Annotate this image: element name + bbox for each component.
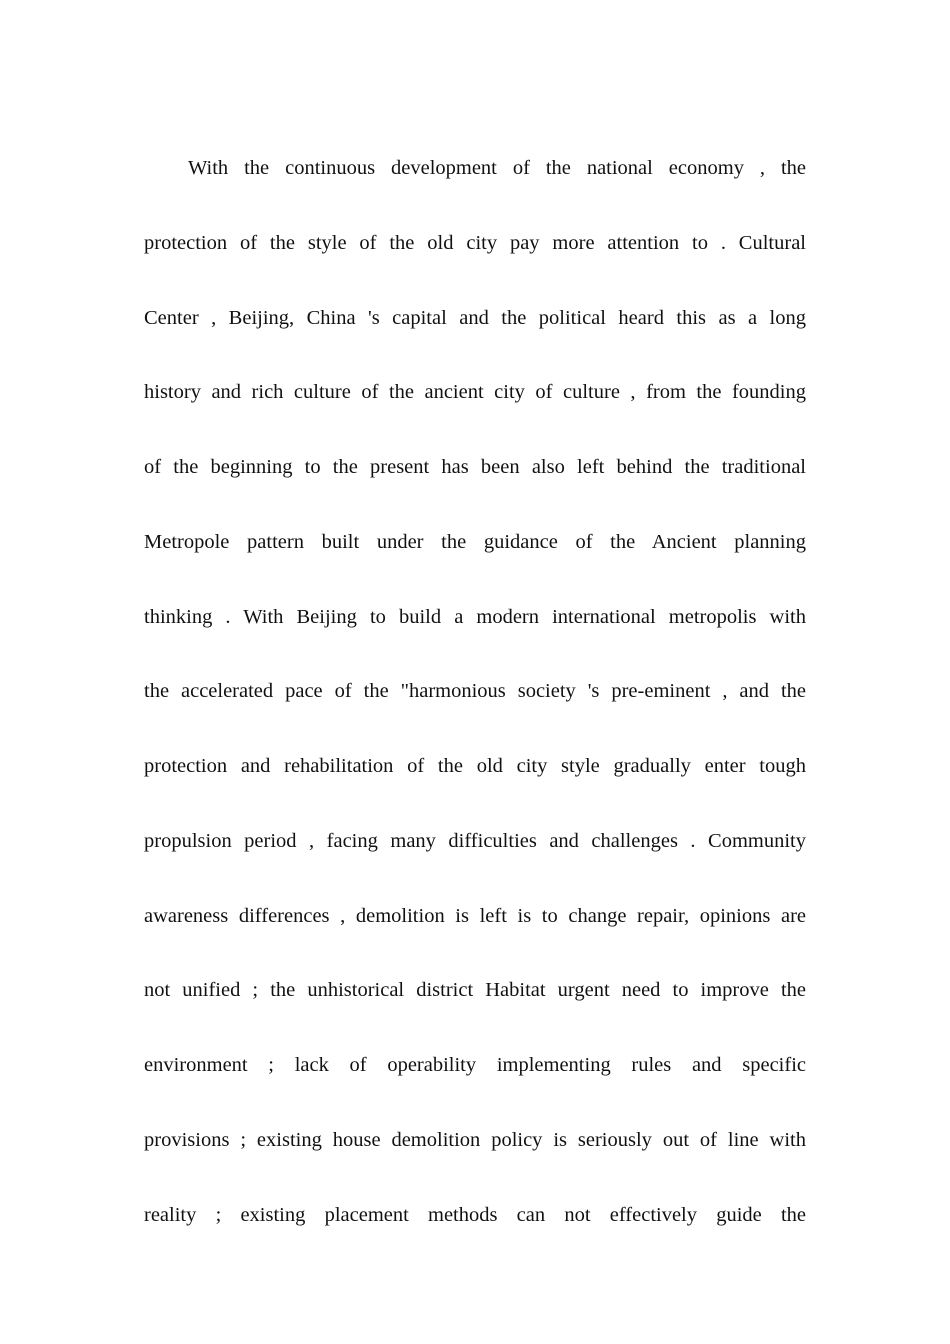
paragraph-line: the accelerated pace of the "harmonious society 's pre-eminent , and the	[144, 680, 806, 703]
paragraph-line: thinking . With Beijing to build a modern international metropolis with	[144, 605, 806, 628]
paragraph-line: not unified ; the unhistorical district Habitat urgent need to improve the	[144, 979, 806, 1002]
paragraph-line: provisions ; existing house demolition policy is seriously out of line with	[144, 1128, 806, 1151]
paragraph-line: environment ; lack of operability implementing rules and specific	[144, 1054, 806, 1076]
paragraph-line: protection of the style of the old city pay more attention to . Cultural	[144, 231, 806, 254]
paragraph-line: propulsion period , facing many difficulties and challenges . Community	[144, 829, 806, 852]
paragraph-line: With the continuous development of the national economy , the	[188, 157, 806, 179]
paragraph-line: of the beginning to the present has been also left behind the traditional	[144, 456, 806, 478]
paragraph-line: Metropole pattern built under the guidance of the Ancient planning	[144, 530, 806, 553]
paragraph-line: awareness differences , demolition is left is to change repair, opinions are	[144, 904, 806, 927]
paragraph-line: history and rich culture of the ancient city of culture , from the founding	[144, 381, 806, 404]
paragraph-line: reality ; existing placement methods can not effectively guide the	[144, 1203, 806, 1226]
body-paragraph	[144, 131, 806, 1252]
paragraph-line: Center , Beijing, China 's capital and the political heard this as a long	[144, 306, 806, 329]
paragraph-line: protection and rehabilitation of the old city style gradually enter tough	[144, 755, 806, 777]
